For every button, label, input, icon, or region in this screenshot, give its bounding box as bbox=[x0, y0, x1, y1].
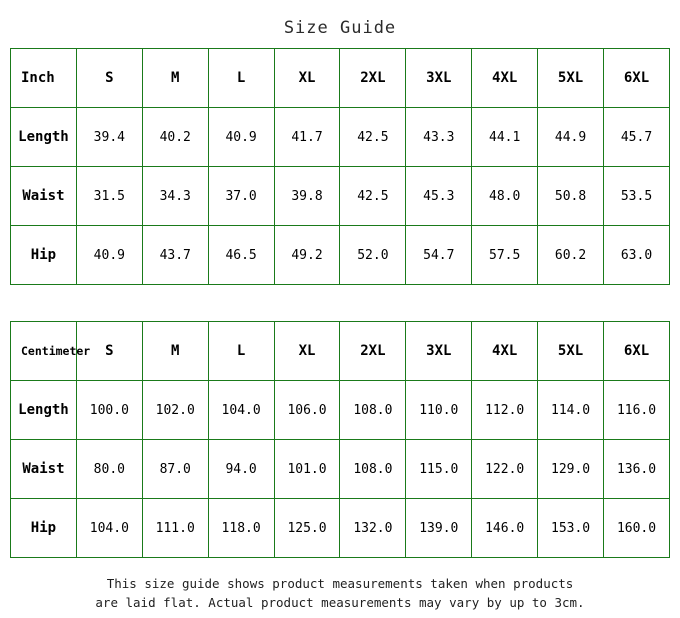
table-cell: 49.2 bbox=[274, 226, 340, 285]
column-header: 2XL bbox=[340, 322, 406, 381]
size-table-inch bbox=[10, 48, 670, 285]
table-cell: 80.0 bbox=[76, 440, 142, 499]
table-cell: 40.2 bbox=[142, 108, 208, 167]
row-label: Length bbox=[11, 108, 77, 167]
row-label: Hip bbox=[11, 226, 77, 285]
column-header: 6XL bbox=[604, 322, 670, 381]
table-cell: 45.7 bbox=[604, 108, 670, 167]
table-cell: 45.3 bbox=[406, 167, 472, 226]
column-header: 3XL bbox=[406, 322, 472, 381]
table-cell: 125.0 bbox=[274, 499, 340, 558]
table-cell: 34.3 bbox=[142, 167, 208, 226]
column-header: 5XL bbox=[538, 49, 604, 108]
table-cell: 102.0 bbox=[142, 381, 208, 440]
table-cell: 40.9 bbox=[208, 108, 274, 167]
table-cell: 118.0 bbox=[208, 499, 274, 558]
column-header: 5XL bbox=[538, 322, 604, 381]
table-cell: 46.5 bbox=[208, 226, 274, 285]
table-cell: 50.8 bbox=[538, 167, 604, 226]
table-cell: 44.1 bbox=[472, 108, 538, 167]
table-cell: 112.0 bbox=[472, 381, 538, 440]
table-cell: 110.0 bbox=[406, 381, 472, 440]
table-cell: 37.0 bbox=[208, 167, 274, 226]
column-header: L bbox=[208, 322, 274, 381]
unit-label-inch: Inch bbox=[11, 49, 77, 108]
table-cell: 114.0 bbox=[538, 381, 604, 440]
footnote bbox=[0, 558, 680, 613]
row-label: Waist bbox=[11, 440, 77, 499]
table-cell: 160.0 bbox=[604, 499, 670, 558]
table-cell: 101.0 bbox=[274, 440, 340, 499]
table-cell: 116.0 bbox=[604, 381, 670, 440]
table-cell: 108.0 bbox=[340, 381, 406, 440]
table-cell: 94.0 bbox=[208, 440, 274, 499]
table-cell: 63.0 bbox=[604, 226, 670, 285]
table-cell: 108.0 bbox=[340, 440, 406, 499]
table-cell: 43.7 bbox=[142, 226, 208, 285]
table-row bbox=[11, 167, 670, 226]
table-cell: 43.3 bbox=[406, 108, 472, 167]
unit-label-centimeter: Centimeter bbox=[11, 322, 77, 381]
row-label: Hip bbox=[11, 499, 77, 558]
table-cell: 40.9 bbox=[76, 226, 142, 285]
table-cell: 39.8 bbox=[274, 167, 340, 226]
table-cell: 31.5 bbox=[76, 167, 142, 226]
table-cell: 111.0 bbox=[142, 499, 208, 558]
table-cell: 129.0 bbox=[538, 440, 604, 499]
column-header: M bbox=[142, 49, 208, 108]
table-cell: 100.0 bbox=[76, 381, 142, 440]
column-header: 3XL bbox=[406, 49, 472, 108]
table-cell: 153.0 bbox=[538, 499, 604, 558]
table-cell: 115.0 bbox=[406, 440, 472, 499]
table-cell: 39.4 bbox=[76, 108, 142, 167]
table-cell: 122.0 bbox=[472, 440, 538, 499]
column-header: 2XL bbox=[340, 49, 406, 108]
column-header: 4XL bbox=[472, 322, 538, 381]
column-header: XL bbox=[274, 49, 340, 108]
table-cell: 139.0 bbox=[406, 499, 472, 558]
table-cell: 87.0 bbox=[142, 440, 208, 499]
footnote-line-2: are laid flat. Actual product measurements may vary by up to 3cm. bbox=[95, 595, 585, 611]
table-cell: 42.5 bbox=[340, 167, 406, 226]
table-cell: 52.0 bbox=[340, 226, 406, 285]
table-cell: 106.0 bbox=[274, 381, 340, 440]
table-cell: 146.0 bbox=[472, 499, 538, 558]
table-spacer bbox=[0, 285, 680, 321]
table-cell: 104.0 bbox=[76, 499, 142, 558]
table-cell: 41.7 bbox=[274, 108, 340, 167]
column-header: L bbox=[208, 49, 274, 108]
table-row bbox=[11, 381, 670, 440]
table-header-row bbox=[11, 49, 670, 108]
row-label: Length bbox=[11, 381, 77, 440]
table-cell: 57.5 bbox=[472, 226, 538, 285]
table-cell: 53.5 bbox=[604, 167, 670, 226]
page-title: Size Guide bbox=[283, 18, 397, 38]
table-cell: 48.0 bbox=[472, 167, 538, 226]
footnote-line-1: This size guide shows product measurements taken when products bbox=[106, 576, 574, 591]
size-table-centimeter bbox=[10, 321, 670, 558]
row-label: Waist bbox=[11, 167, 77, 226]
table-row bbox=[11, 226, 670, 285]
column-header: S bbox=[76, 322, 142, 381]
table-cell: 132.0 bbox=[340, 499, 406, 558]
column-header: S bbox=[76, 49, 142, 108]
table-cell: 42.5 bbox=[340, 108, 406, 167]
table-cell: 54.7 bbox=[406, 226, 472, 285]
column-header: 6XL bbox=[604, 49, 670, 108]
column-header: 4XL bbox=[472, 49, 538, 108]
table-cell: 44.9 bbox=[538, 108, 604, 167]
table-cell: 136.0 bbox=[604, 440, 670, 499]
column-header: XL bbox=[274, 322, 340, 381]
table-row bbox=[11, 440, 670, 499]
table-row bbox=[11, 108, 670, 167]
column-header: M bbox=[142, 322, 208, 381]
table-header-row bbox=[11, 322, 670, 381]
table-cell: 104.0 bbox=[208, 381, 274, 440]
table-cell: 60.2 bbox=[538, 226, 604, 285]
table-row bbox=[11, 499, 670, 558]
